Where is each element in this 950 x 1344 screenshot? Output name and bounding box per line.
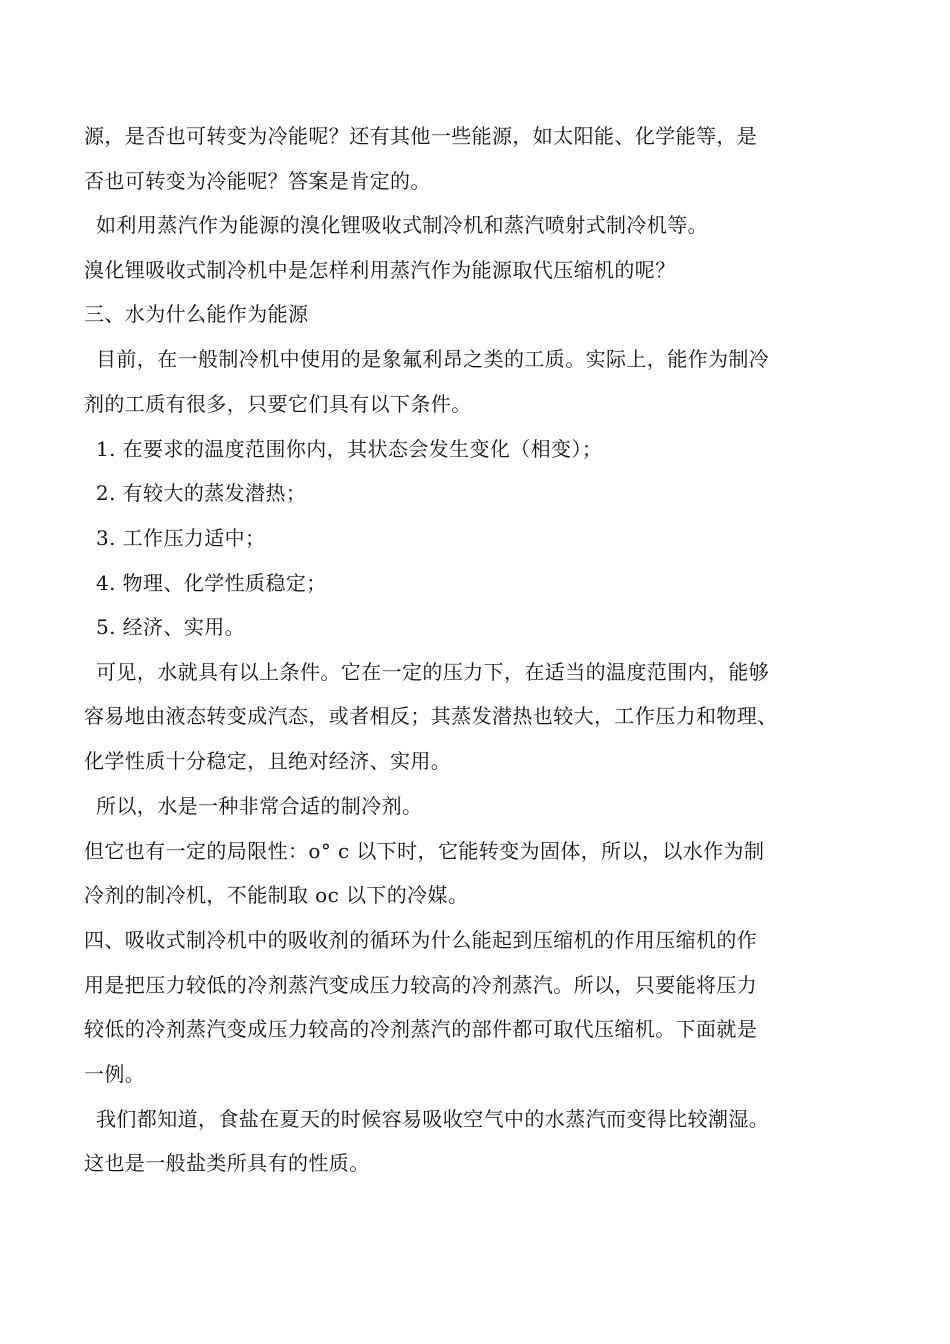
text-line: 但它也有一定的局限性：o° c 以下时，它能转变为固体，所以，以水作为制 [84, 839, 765, 863]
text-line: 目前，在一般制冷机中使用的是象氟利昂之类的工质。实际上，能作为制冷 [96, 347, 770, 371]
text-line: 较低的冷剂蒸汽变成压力较高的冷剂蒸汽的部件都可取代压缩机。下面就是 [84, 1017, 758, 1041]
text-line: 可见，水就具有以上条件。它在一定的压力下，在适当的温度范围内，能够 [96, 660, 770, 684]
text-line: 溴化锂吸收式制冷机中是怎样利用蒸汽作为能源取代压缩机的呢？ [84, 258, 676, 282]
text-line: 源，是否也可转变为冷能呢？还有其他一些能源，如太阳能、化学能等，是 [84, 124, 758, 148]
list-item: 3. 工作压力适中； [96, 526, 266, 550]
text-line: 这也是一般盐类所具有的性质。 [84, 1151, 370, 1175]
list-item: 4. 物理、化学性质稳定； [96, 571, 327, 595]
text-line: 剂的工质有很多，只要它们具有以下条件。 [84, 392, 472, 416]
text-line: 冷剂的制冷机，不能制取 oc 以下的冷媒。 [84, 883, 469, 907]
text-line: 如利用蒸汽作为能源的溴化锂吸收式制冷机和蒸汽喷射式制冷机等。 [96, 213, 708, 237]
text-line: 容易地由液态转变成汽态，或者相反；其蒸发潜热也较大，工作压力和物理、 [84, 704, 778, 728]
text-line: 我们都知道，食盐在夏天的时候容易吸收空气中的水蒸汽而变得比较潮湿。 [96, 1107, 770, 1131]
section-heading: 三、水为什么能作为能源 [84, 302, 309, 326]
text-line: 否也可转变为冷能呢？答案是肯定的。 [84, 169, 431, 193]
text-line: 一例。 [84, 1062, 146, 1086]
list-item: 1. 在要求的温度范围你内，其状态会发生变化（相变）； [96, 437, 603, 461]
text-line: 化学性质十分稳定，且绝对经济、实用。 [84, 749, 452, 773]
list-item: 5. 经济、实用。 [96, 615, 246, 639]
list-item: 2. 有较大的蒸发潜热； [96, 481, 307, 505]
text-line: 所以，水是一种非常合适的制冷剂。 [96, 794, 423, 818]
section-heading: 四、吸收式制冷机中的吸收剂的循环为什么能起到压缩机的作用压缩机的作 [84, 928, 758, 952]
text-line: 用是把压力较低的冷剂蒸汽变成压力较高的冷剂蒸汽。所以，只要能将压力 [84, 973, 758, 997]
